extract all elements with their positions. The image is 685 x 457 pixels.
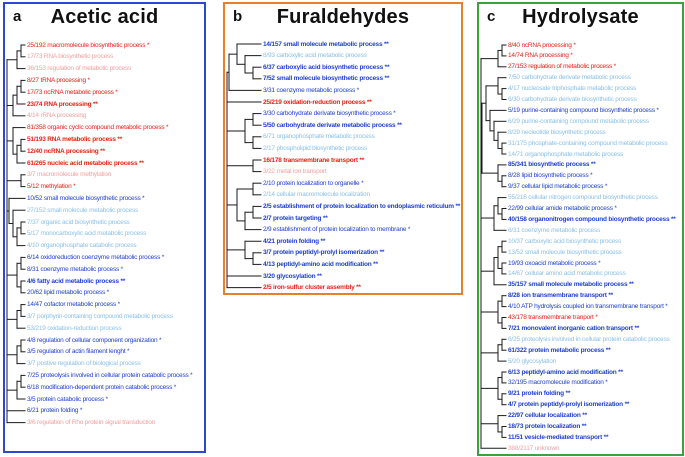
go-term-label: 3/30 carbohydrate derivate biosynthetic process * bbox=[263, 110, 396, 118]
go-term-label: 3/31 coenzyme metabolic process * bbox=[263, 86, 360, 94]
go-term-label: 2/17 phospholipid biosynthetic process bbox=[263, 144, 368, 152]
go-term-label: 7/52 small molecule biosynthetic process ** bbox=[263, 75, 390, 83]
go-term-label: 6/21 protein folding * bbox=[27, 407, 83, 415]
go-term-label: 12/40 ncRNA processing ** bbox=[27, 147, 105, 155]
go-term-label: 3/20 glycosylation ** bbox=[263, 272, 322, 280]
panel-title-furaldehydes: Furaldehydes bbox=[276, 6, 410, 28]
panel-title-acetic-acid: Acetic acid bbox=[50, 6, 159, 28]
go-term-label: 8/28 ion transmembrane transport ** bbox=[508, 292, 613, 300]
go-term-label: 32/195 macromolecule modification * bbox=[508, 379, 608, 387]
go-term-label: 9/21 protein folding ** bbox=[508, 390, 571, 398]
go-term-label: 11/51 vesicle-mediated transport ** bbox=[508, 433, 609, 441]
go-term-label: 19/93 oxoacid metabolic process * bbox=[508, 259, 601, 267]
go-term-label: 4/8 regulation of cellular component organization * bbox=[27, 336, 162, 344]
go-term-label: 6/18 modification-dependent protein catabolic process * bbox=[27, 383, 177, 391]
go-term-label: 16/178 transmembrane transport ** bbox=[263, 156, 365, 164]
go-term-label: 2/5 iron-sulfur cluster assembly ** bbox=[263, 284, 361, 292]
go-term-label: 6/30 carbohydrate derivate biosynthetic process bbox=[508, 96, 637, 103]
go-term-label: 4/10 organophosphate catabolic process bbox=[27, 242, 137, 250]
go-term-label: 14/47 cofactor metabolic process * bbox=[27, 301, 120, 309]
go-term-label: 3/7 porphyrin-containing compound metabolic process bbox=[27, 312, 173, 320]
go-term-label: 18/73 protein localization ** bbox=[508, 423, 587, 430]
go-term-label: 55/216 cellular nitrogen compound biosynthetic process bbox=[508, 194, 658, 202]
go-term-label: 5/20 glycosylation bbox=[508, 357, 557, 365]
go-term-label: 20/62 lipid metabolic process * bbox=[27, 289, 109, 297]
go-term-label: 23/74 RNA processing ** bbox=[27, 100, 98, 108]
go-term-label: 6/25 proteolysis involved in cellular protein catabolic process bbox=[508, 335, 670, 343]
go-term-label: 5/17 monocarboxylic acid metabolic process bbox=[27, 230, 147, 238]
go-term-label: 2/7 protein targeting ** bbox=[263, 214, 328, 222]
go-term-label: 61/265 nucleic acid metabolic process ** bbox=[27, 159, 144, 167]
panel-letter-c: c bbox=[487, 8, 496, 25]
go-term-label: 7/25 proteolysis involved in cellular protein catabolic process * bbox=[27, 371, 193, 379]
go-term-label: 6/71 organophosphate metabolic process bbox=[263, 133, 375, 141]
go-term-label: 17/73 ncRNA metabolic process * bbox=[27, 88, 118, 96]
go-term-label: 8/27 tRNA processing * bbox=[27, 76, 90, 84]
go-term-list-hydrolysate bbox=[479, 4, 682, 454]
go-term-label: 2/9 establishment of protein localization to membrane * bbox=[263, 226, 411, 234]
go-term-label: 35/157 small molecule metabolic process ** bbox=[508, 281, 634, 289]
go-term-label: 4/13 peptidyl-amino acid modification ** bbox=[263, 260, 378, 268]
go-term-label: 17/73 RNA biosynthetic process bbox=[27, 53, 114, 61]
go-term-label: 8/28 lipid biosynthetic process * bbox=[508, 172, 593, 180]
go-term-label: 5/50 carbohydrate derivate metabolic process ** bbox=[263, 121, 402, 129]
go-term-label: 31/175 phosphate-containing compound metabolic process bbox=[508, 139, 668, 147]
go-term-label: 4/7 protein peptidyl-prolyl isomerization ** bbox=[508, 401, 630, 409]
go-term-label: 8/31 coenzyme metabolic process * bbox=[27, 265, 124, 273]
go-term-label: 3/5 regulation of actin filament lenght * bbox=[27, 348, 130, 356]
go-term-label: 7/50 carbohydrate derivate metabolic process bbox=[508, 74, 631, 82]
go-term-list-acetic-acid bbox=[5, 4, 204, 451]
panel-hydrolysate bbox=[477, 2, 684, 456]
go-term-label: 25/192 macromolecule biosynthetic process * bbox=[27, 41, 150, 49]
go-term-label: 6/13 peptidyl-amino acid modification ** bbox=[508, 368, 623, 376]
go-term-label: 9/37 cellular lipid metabolic process * bbox=[508, 183, 608, 191]
go-term-label: 7/21 monovalent inorganic cation transport ** bbox=[508, 324, 640, 332]
panel-furaldehydes bbox=[223, 2, 463, 295]
go-term-label: 40/158 organonitrogen compound biosynthetic process ** bbox=[508, 215, 676, 223]
go-term-label: 43/178 transmembrane tranport * bbox=[508, 314, 598, 321]
go-term-label: 14/67 cellular amino acid metabolic process bbox=[508, 270, 626, 278]
go-term-label: 4/21 protein folding ** bbox=[263, 237, 326, 245]
go-term-label: 13/52 small molecule biosynthetic process bbox=[508, 248, 622, 256]
go-term-label: 3/6 regulation of Rho protein signal transduction bbox=[27, 419, 156, 427]
panel-letter-b: b bbox=[233, 8, 243, 25]
go-term-label: 10/52 small molecule biosynthetic process * bbox=[27, 194, 145, 202]
panel-acetic-acid bbox=[3, 2, 206, 453]
panel-letter-a: a bbox=[13, 8, 22, 25]
go-term-label: 22/99 cellular amide metabolic process * bbox=[508, 205, 617, 212]
go-term-label: 53/219 oxidation-reduction process bbox=[27, 324, 122, 332]
go-term-label: 27/153 regulation of metabolic process * bbox=[508, 63, 616, 71]
go-term-label: 36/153 regulation of metabolic process bbox=[27, 65, 132, 73]
go-term-label: 3/7 protein peptidyl-prolyl isomerization ** bbox=[263, 249, 385, 257]
go-term-label: 10/37 carboxylic acid biosynthetic process bbox=[508, 237, 621, 245]
go-term-label: 14/74 RNA processing * bbox=[508, 52, 573, 60]
go-term-label: 8/29 necleotide biosynthetic process bbox=[508, 128, 606, 136]
go-term-label: 388/2117 unknown bbox=[508, 444, 560, 452]
go-term-label: 61/322 protein metabolic process ** bbox=[508, 346, 611, 354]
go-term-label: 6/37 carboxylic acid biosynthetic process ** bbox=[263, 63, 390, 71]
go-term-label: 5/12 methylation * bbox=[27, 183, 76, 191]
go-term-label: 7/37 organic acid biosynthetic process bbox=[27, 218, 130, 226]
go-term-label: 22/97 cellular localization ** bbox=[508, 412, 587, 420]
go-term-label: 4/6 fatty acid metabolic process ** bbox=[27, 277, 126, 285]
go-term-label: 14/157 small molecule metabolic process ** bbox=[263, 40, 389, 48]
go-term-label: 3/22 metal ion transport bbox=[263, 168, 327, 176]
go-term-label: 4/10 ATP hydrolysis coupled ion transmembrane transport * bbox=[508, 303, 668, 311]
go-term-label: 2/14 cellular macromolecule localization bbox=[263, 191, 370, 199]
panel-title-hydrolysate: Hydrolysate bbox=[522, 6, 639, 28]
go-term-label: 8/93 carboxylic acid metabolic process bbox=[263, 52, 367, 60]
go-term-label: 85/341 biosynthetic process ** bbox=[508, 161, 596, 169]
go-term-label: 51/193 RNA metabolic process ** bbox=[27, 135, 123, 143]
go-term-label: 5/19 purine-containing compound biosynthetic process * bbox=[508, 106, 659, 114]
go-term-list-furaldehydes bbox=[225, 4, 461, 293]
go-term-label: 2/5 establishment of protein localization to endoplasmic reticulum ** bbox=[263, 202, 461, 210]
go-term-label: 4/14 rRNA processing bbox=[27, 112, 87, 120]
go-term-label: 3/7 postive regulation of biological process bbox=[27, 360, 141, 368]
go-term-label: 6/29 purine-containing compound metabolic process bbox=[508, 117, 649, 125]
go-term-label: 14/71 organophosphate metabolic process bbox=[508, 150, 624, 158]
go-term-label: 8/40 ncRNA processing * bbox=[508, 41, 576, 49]
go-term-label: 6/14 oxidoreduction coenzyme metabolic process * bbox=[27, 253, 165, 261]
go-term-label: 6/31 coenzyme metabolic process bbox=[508, 226, 601, 234]
go-term-label: 4/17 nucleoside triphosphate metabolic process bbox=[508, 85, 637, 93]
go-term-label: 2/10 protein localization to organelle * bbox=[263, 179, 364, 187]
go-term-label: 27/152 small molecule metabolic process bbox=[27, 206, 139, 214]
go-term-label: 25/219 oxidation-reduction process ** bbox=[263, 98, 372, 106]
go-term-label: 81/358 organic cyclic compound metabolic process * bbox=[27, 124, 169, 132]
go-term-label: 3/5 protein catabolic process * bbox=[27, 395, 108, 403]
go-term-label: 3/7 macromolecule methylation bbox=[27, 171, 112, 179]
